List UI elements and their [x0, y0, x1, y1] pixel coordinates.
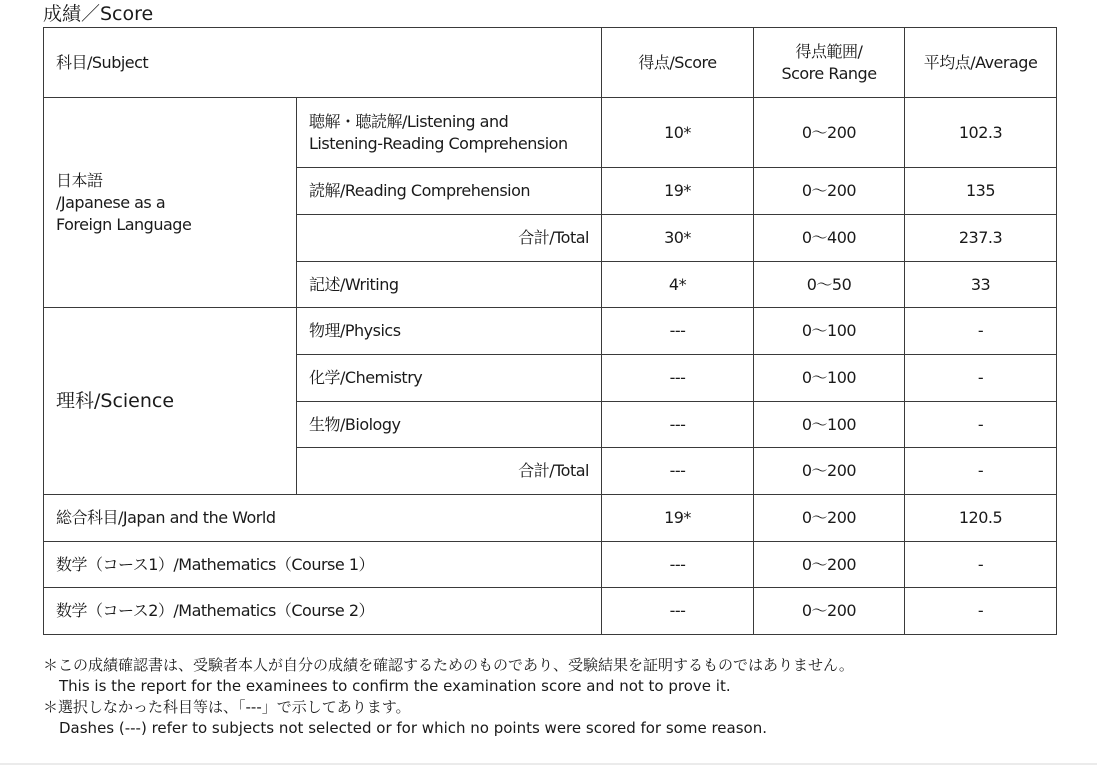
score-cell: 19*: [602, 495, 754, 542]
subject-name-line2: Listening-Reading Comprehension: [309, 133, 568, 153]
range-cell: 0〜200: [754, 168, 905, 215]
range-cell: 0〜200: [754, 495, 905, 542]
range-cell: 0〜100: [754, 308, 905, 355]
note2-english: Dashes (---) refer to subjects not selected or for which no points were scored for some reason.: [59, 719, 767, 737]
page-bottom-divider: [0, 763, 1097, 765]
score-cell: 4*: [602, 262, 754, 308]
note2-japanese: ＊選択しなかった科目等は、「---」で示してあります。: [43, 698, 411, 716]
average-cell: 102.3: [905, 98, 1057, 168]
subject-name: 読解/Reading Comprehension: [297, 168, 602, 215]
page-title: 成績／Score: [43, 3, 154, 25]
subject-name: [297, 98, 602, 168]
header-score-range: [754, 28, 905, 98]
note1-english: This is the report for the examinees to confirm the examination score and not to prove it.: [59, 677, 731, 695]
average-cell: 237.3: [905, 215, 1057, 262]
science-label: 理科/Science: [44, 308, 297, 495]
table-header-row: [44, 28, 1057, 98]
average-cell: -: [905, 402, 1057, 448]
subject-name: 物理/Physics: [297, 308, 602, 355]
subject-name: 記述/Writing: [297, 262, 602, 308]
score-cell: ---: [602, 308, 754, 355]
subject-name: 数学（コース2）/Mathematics（Course 2）: [44, 588, 602, 635]
table-row: [44, 542, 1057, 588]
subject-name: 総合科目/Japan and the World: [44, 495, 602, 542]
table-row: [44, 308, 1057, 355]
note1-japanese: ＊この成績確認書は、受験者本人が自分の成績を確認するためのものであり、受験結果を証明するものではありません。: [43, 656, 854, 674]
subject-name: 生物/Biology: [297, 402, 602, 448]
header-average: 平均点/Average: [905, 28, 1057, 98]
score-table: [43, 27, 1057, 635]
average-cell: -: [905, 542, 1057, 588]
table-row: [44, 588, 1057, 635]
average-cell: -: [905, 308, 1057, 355]
japanese-label-line3: Foreign Language: [56, 214, 192, 234]
average-cell: -: [905, 448, 1057, 495]
average-cell: 33: [905, 262, 1057, 308]
japanese-label: [44, 98, 297, 308]
subject-total: 合計/Total: [297, 448, 602, 495]
header-score: 得点/Score: [602, 28, 754, 98]
average-cell: -: [905, 355, 1057, 402]
score-cell: 19*: [602, 168, 754, 215]
average-cell: 120.5: [905, 495, 1057, 542]
subject-name: 数学（コース1）/Mathematics（Course 1）: [44, 542, 602, 588]
score-cell: 10*: [602, 98, 754, 168]
range-cell: 0〜400: [754, 215, 905, 262]
range-cell: 0〜100: [754, 355, 905, 402]
score-cell: ---: [602, 542, 754, 588]
score-cell: ---: [602, 588, 754, 635]
average-cell: 135: [905, 168, 1057, 215]
range-cell: 0〜100: [754, 402, 905, 448]
score-cell: ---: [602, 402, 754, 448]
subject-name-line1: 聴解・聴読解/Listening and: [309, 111, 509, 131]
table-row: [44, 98, 1057, 168]
table-row: [44, 495, 1057, 542]
score-cell: 30*: [602, 215, 754, 262]
header-range-line2: Score Range: [781, 63, 877, 83]
score-cell: ---: [602, 355, 754, 402]
range-cell: 0〜200: [754, 448, 905, 495]
japanese-label-line1: 日本語: [56, 170, 103, 190]
range-cell: 0〜200: [754, 542, 905, 588]
footnotes: [43, 655, 854, 739]
japanese-label-line2: /Japanese as a: [56, 192, 166, 212]
header-subject: 科目/Subject: [44, 28, 602, 98]
range-cell: 0〜50: [754, 262, 905, 308]
subject-name: 化学/Chemistry: [297, 355, 602, 402]
range-cell: 0〜200: [754, 98, 905, 168]
score-cell: ---: [602, 448, 754, 495]
average-cell: -: [905, 588, 1057, 635]
subject-total: 合計/Total: [297, 215, 602, 262]
range-cell: 0〜200: [754, 588, 905, 635]
header-range-line1: 得点範囲/: [795, 41, 863, 61]
